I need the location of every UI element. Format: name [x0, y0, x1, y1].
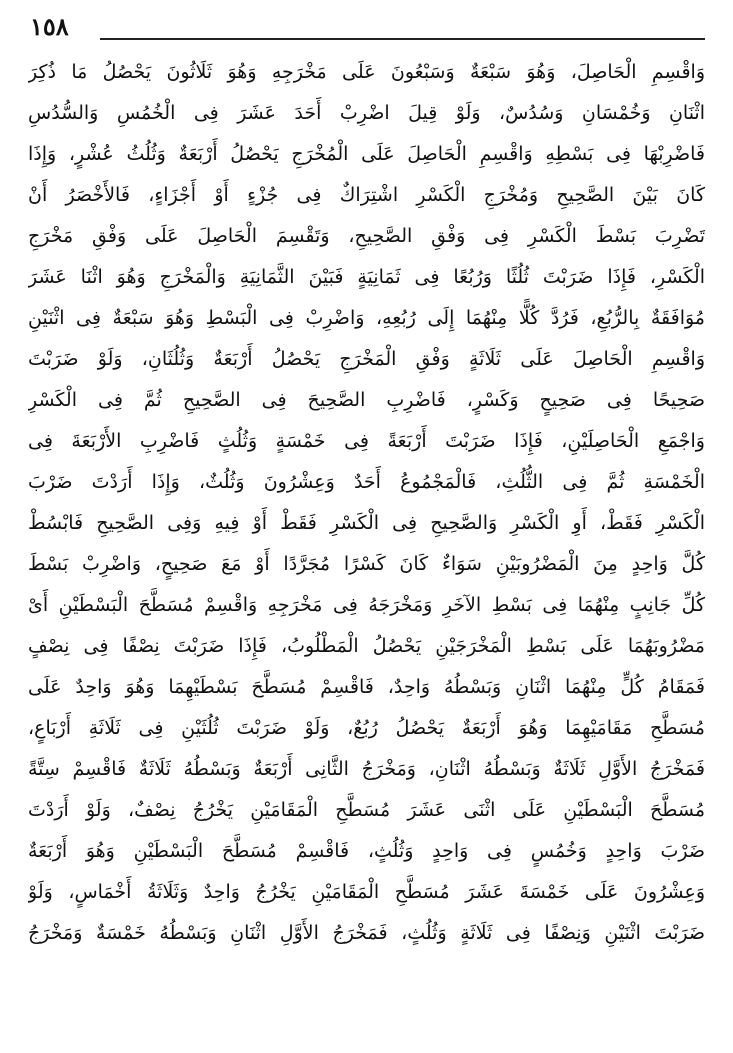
text-line: الْكَسْرِ فَقَطْ، أَوِ الْكَسْرِ وَالصَّحِيحِ فِى الْكَسْرِ فَقَطْ أَوْ فِيهِ وَفِى الصَّحِيحِ فَابْسُطْ — [28, 512, 705, 534]
text-line: كُلَّ وَاحِدٍ مِنَ الْمَضْرُوبَيْنِ سَوَاءٌ كَانَ كَسْرًا مُجَرَّدًا أَوْ مَعَ صَحِيحٍ، وَاضْرِبْ بَسْطَ — [28, 553, 705, 575]
text-line: ضَرْبَ وَاحِدٍ وَخُمُسٍ فِى وَاحِدٍ وَثُلُثٍ، فَاقْسِمْ مُسَطَّحَ الْبَسْطَيْنِ وَهُوَ أَرْبَعَةٌ — [28, 840, 705, 862]
page-header — [30, 10, 705, 42]
text-line: مُسَطَّحَ الْبَسْطَيْنِ عَلَى اثْنَى عَشَرَ مُسَطَّحِ الْمَقَامَيْنِ يَخْرُجُ نِصْفٌ، وَلَوْ أَرَدْتَ — [28, 799, 705, 821]
text-line: وَاقْسِمِ الْحَاصِلَ عَلَى ثَلَاثَةٍ وَفْقِ الْمَخْرَجِ يَحْصُلُ أَرْبَعَةٌ وَثُلُثَانِ، وَلَوْ ضَرَبْتَ — [28, 348, 705, 370]
text-line: مُوَافَقَةٌ بِالرُّبُعِ، فَرُدَّ كُلًّا مِنْهُمَا إِلَى رُبُعِهِ، وَاضْرِبْ فِى الْبَسْطِ وَهُوَ سَبْعَةٌ فِى اثْنَيْنِ — [28, 307, 705, 329]
header-rule — [100, 38, 705, 40]
text-line: ضَرَبْتَ اثْنَيْنِ وَنِصْفًا فِى ثَلَاثَةٍ وَثُلُثٍ، فَمَخْرَجُ الأَوَّلِ اثْنَانِ وَبَسْطُهُ خَمْسَةٌ وَمَخْرَجُ — [28, 922, 705, 944]
text-line: وَاجْمَعِ الْحَاصِلَيْنِ، فَإِذَا ضَرَبْتَ أَرْبَعَةً فِى خَمْسَةٍ وَثُلُثٍ فَاضْرِبِ الأَرْبَعَةَ فِى — [28, 430, 705, 452]
text-line: وَعِشْرُونَ عَلَى خَمْسَةَ عَشَرَ مُسَطَّحِ الْمَقَامَيْنِ يَخْرُجُ وَاحِدٌ وَثَلَاثَةُ أَخْمَاسٍ، وَلَوْ — [28, 881, 705, 903]
text-line: اثْنَانِ وَخُمْسَانِ وَسُدُسٌ، وَلَوْ قِيلَ اضْرِبْ أَحَدَ عَشَرَ فِى الْخُمُسِ وَالسُّدُسِ — [28, 102, 705, 124]
text-line: الْخَمْسَةِ ثُمَّ فِى الثُّلُثِ، فَالْمَجْمُوعُ أَحَدٌ وَعِشْرُونَ وَثُلُثٌ، وَإِذَا أَرَدْتَ ضَرْبَ — [28, 471, 705, 493]
text-line: كُلِّ جَانِبٍ مِنْهُمَا فِى بَسْطِ الآخَرِ وَمَخْرَجَهُ فِى مَخْرَجِهِ وَاقْسِمْ مُسَطَّحَ الْبَسْطَيْنِ أَىْ — [28, 594, 705, 616]
body-text — [28, 52, 705, 954]
text-line: تَضْرِبَ بَسْطَ الْكَسْرِ فِى وَفْقِ الصَّحِيحِ، وَتَقْسِمَ الْحَاصِلَ عَلَى وَفْقِ مَخْرَجِ — [28, 225, 705, 247]
text-line: فَاضْرِبْهَا فِى بَسْطِهِ وَاقْسِمِ الْحَاصِلَ عَلَى الْمُخْرَجِ يَحْصُلُ أَرْبَعَةٌ وَثُلُثُ عُشْرٍ، وَإِذَا — [28, 143, 705, 165]
text-line: فَمَخْرَجُ الأَوَّلِ ثَلَاثَةٌ وَبَسْطُهُ اثْنَانِ، وَمَخْرَجُ الثَّانِى أَرْبَعَةٌ وَبَسْطُهُ ثَلَاثَةٌ فَاقْسِمْ سِتَّةً — [28, 758, 705, 780]
text-line: وَاقْسِمِ الْحَاصِلَ، وَهُوَ سَبْعَةٌ وَسَبْعُونَ عَلَى مَخْرَجِهِ وَهُوَ ثَلَاثُونَ يَحْصُلُ مَا ذُكِرَ — [28, 61, 705, 83]
text-line: صَحِيحًا فِى صَحِيحٍ وَكَسْرٍ، فَاضْرِبِ الصَّحِيحَ فِى الصَّحِيحِ ثُمَّ فِى الْكَسْرِ — [28, 389, 705, 411]
text-line: مُسَطَّحِ مَقَامَيْهِمَا وَهُوَ أَرْبَعَةٌ يَحْصُلُ رُبُعٌ، وَلَوْ ضَرَبْتَ ثُلُثَيْنِ فِى ثَلَاثَةِ أَرْبَاعٍ، — [28, 717, 705, 739]
text-line: الْكَسْرِ، فَإِذَا ضَرَبْتَ ثُلُثًا وَرُبُعًا فِى ثَمَانِيَةٍ فَبَيْنَ الثَّمَانِيَةِ وَالْمَخْرَجِ وَهُوَ اثْنَا عَشَرَ — [28, 266, 705, 288]
text-line: كَانَ بَيْنَ الصَّحِيحِ وَمُخْرَجِ الْكَسْرِ اشْتِرَاكٌ فِى جُزْءٍ أَوْ أَجْزَاءٍ، فَالأَخْصَرُ أَنْ — [28, 184, 705, 206]
text-line: فَمَقَامُ كُلٍّ مِنْهُمَا اثْنَانِ وَبَسْطُهُ وَاحِدٌ، فَاقْسِمْ مُسَطَّحَ بَسْطَيْهِمَا وَهُوَ وَاحِدٌ عَلَى — [28, 676, 705, 698]
text-line: مَضْرُوبَهُمَا عَلَى بَسْطِ الْمَخْرَجَيْنِ يَحْصُلُ الْمَطْلُوبُ، فَإِذَا ضَرَبْتَ نِصْفًا فِى نِصْفٍ — [28, 635, 705, 657]
page-number: ١٥٨ — [30, 12, 69, 41]
